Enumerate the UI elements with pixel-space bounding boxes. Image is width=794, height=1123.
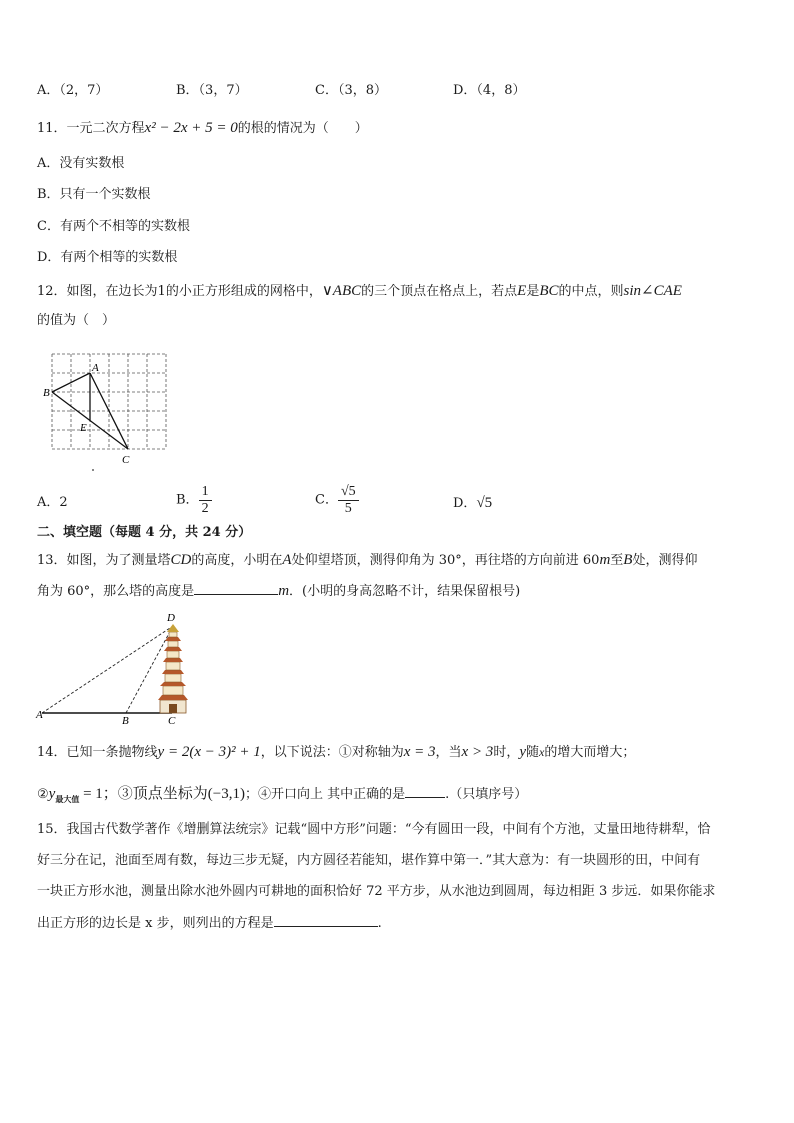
q13-point-b: B bbox=[623, 552, 633, 568]
q12-text-d: 的中点，则 bbox=[558, 284, 624, 299]
q13-stem-line2 bbox=[37, 582, 520, 601]
q12-option-c-fraction bbox=[338, 484, 359, 517]
q12-text-c: 是 bbox=[526, 284, 540, 299]
q14-vertex: (−3,1) bbox=[207, 786, 245, 802]
q13-label-d: D bbox=[167, 612, 175, 624]
q11-suffix: 的根的情况为（ ） bbox=[237, 121, 368, 136]
q12-segment-bc: BC bbox=[539, 283, 559, 299]
q12-text-a: 12．如图，在边长为1的小正方形组成的网格中， bbox=[37, 284, 322, 299]
q13-text-d: 至 bbox=[610, 553, 624, 568]
q15-line4 bbox=[37, 914, 382, 933]
q12-stem-line1 bbox=[37, 282, 682, 301]
q12-option-d bbox=[453, 494, 492, 513]
q15-line1: 15．我国古代数学著作《增删算法统宗》记载“圆中方形”问题：“今有圆田一段，中间有个方池，丈量田地待耕犁，恰 bbox=[37, 822, 711, 837]
q13-text-a: 13．如图，为了测量塔 bbox=[37, 553, 171, 568]
q14-axis: x = 3 bbox=[403, 744, 436, 760]
q13-unit-m: m bbox=[599, 552, 611, 568]
q13-pagoda-icon bbox=[158, 624, 188, 713]
q15-line2: 好三分在记，池面至周有数，每边三步无疑，内方圆径若能知，堪作算中第一．”其大意为：有一块圆形的田，中间有 bbox=[37, 853, 701, 868]
q12-point-e: E bbox=[517, 283, 527, 299]
q12-label-a: A bbox=[92, 362, 99, 374]
q13-segment-cd: CD bbox=[170, 552, 192, 568]
q12-grid-figure bbox=[40, 348, 180, 478]
q12-option-b-label: B． bbox=[176, 492, 199, 508]
q12-triangle: ∨ABC bbox=[321, 283, 362, 299]
q13-text-c: 处仰望塔顶，测得仰角为 30°，再往塔的方向前进 60 bbox=[291, 553, 600, 568]
q15-line3: 一块正方形水池，测量出除水池外圆内可耕地的面积恰好 72 平方步，从水池边到圆周，每边相距 3 步远．如果你能求 bbox=[37, 884, 716, 899]
q14-var-y: y bbox=[519, 744, 526, 760]
q11-equation: x² − 2x + 5 = 0 bbox=[144, 120, 238, 136]
q13-stem-line1 bbox=[37, 551, 697, 570]
q14-text-g: ② bbox=[37, 787, 49, 802]
q12-option-d-value: √5 bbox=[476, 495, 493, 511]
q14-stem-line2 bbox=[37, 785, 527, 808]
q12-stem-line2: 的值为（ ） bbox=[37, 313, 116, 328]
q14-text-i: ；④开口向上 其中正确的是 bbox=[245, 787, 406, 802]
q12-option-a: A．2 bbox=[37, 495, 68, 510]
q14-stem-line1 bbox=[37, 743, 635, 762]
q13-unit-m2: m bbox=[278, 583, 290, 599]
q11-option-b: B．只有一个实数根 bbox=[37, 187, 151, 202]
q12-option-c-label: C． bbox=[315, 492, 338, 508]
q15-answer-blank[interactable] bbox=[274, 914, 378, 927]
q10-option-c: C．（3，8） bbox=[315, 83, 387, 98]
q15-text-b: . bbox=[377, 916, 382, 931]
q12-option-b bbox=[176, 484, 212, 517]
q14-text-e: 随 bbox=[526, 745, 540, 760]
q11-option-d: D．有两个相等的实数根 bbox=[37, 250, 178, 265]
q14-equation: y = 2(x − 3)² + 1 bbox=[157, 744, 261, 760]
q13-label-a: A bbox=[36, 709, 43, 721]
q14-text-a: 14．已知一条抛物线 bbox=[37, 745, 158, 760]
q13-text-b: 的高度，小明在 bbox=[191, 553, 283, 568]
q12-option-d-label: D． bbox=[453, 496, 477, 511]
q12-option-b-fraction bbox=[199, 484, 212, 517]
q13-sightline-a bbox=[42, 626, 173, 713]
q11-option-c: C．有两个不相等的实数根 bbox=[37, 219, 190, 234]
q12-sin: sin∠CAE bbox=[623, 283, 682, 299]
q13-text-g: ．(小明的身高忽略不计，结果保留根号) bbox=[289, 584, 521, 599]
q10-option-d: D．（4，8） bbox=[453, 83, 526, 98]
q12-option-c-numerator: √5 bbox=[338, 484, 359, 501]
q12-option-c-denominator: 5 bbox=[344, 501, 352, 516]
q14-text-c: ，当 bbox=[435, 745, 462, 760]
q14-text-b: ，以下说法：①对称轴为 bbox=[260, 745, 404, 760]
q14-text-d: 时， bbox=[493, 745, 520, 760]
q12-option-b-numerator: 1 bbox=[199, 484, 212, 501]
q10-option-a: A．（2，7） bbox=[37, 83, 109, 98]
q14-text-f: 的增大而增大； bbox=[544, 745, 636, 760]
q13-label-b: B bbox=[122, 715, 129, 727]
q12-label-c: C bbox=[122, 454, 130, 466]
q11-prefix: 11．一元二次方程 bbox=[37, 121, 145, 136]
q11-option-a: A．没有实数根 bbox=[37, 156, 125, 171]
q14-text-h: = 1；③顶点坐标为 bbox=[79, 786, 208, 802]
q11-stem bbox=[37, 119, 368, 138]
q14-condition: x > 3 bbox=[461, 744, 494, 760]
q12-stray-dot bbox=[92, 469, 94, 471]
q12-text-b: 的三个顶点在格点上，若点 bbox=[361, 284, 518, 299]
q14-answer-blank[interactable] bbox=[405, 785, 445, 798]
q14-ymax: y bbox=[48, 786, 56, 802]
q15-text-a: 出正方形的边长是 x 步，则列出的方程是 bbox=[37, 916, 274, 931]
q14-text-j: .（只填序号） bbox=[445, 787, 528, 802]
q12-label-b: B bbox=[43, 387, 50, 399]
q10-option-b: B．（3，7） bbox=[176, 83, 248, 98]
q14-ymax-subscript: 最大值 bbox=[55, 794, 80, 804]
q14-var-x: x bbox=[539, 745, 545, 759]
section-heading-fill-blank: 二、填空题（每题 4 分，共 24 分） bbox=[37, 525, 252, 540]
q13-tower-figure bbox=[34, 608, 204, 728]
q13-text-f: 角为 60°，那么塔的高度是 bbox=[37, 584, 195, 599]
q12-option-b-denominator: 2 bbox=[201, 501, 209, 516]
q13-label-c: C bbox=[168, 715, 176, 727]
q13-point-a: A bbox=[282, 552, 292, 568]
q12-label-e: E bbox=[80, 422, 87, 434]
q12-option-c bbox=[315, 484, 359, 517]
q13-answer-blank[interactable] bbox=[194, 582, 278, 595]
q13-text-e: 处，测得仰 bbox=[632, 553, 698, 568]
